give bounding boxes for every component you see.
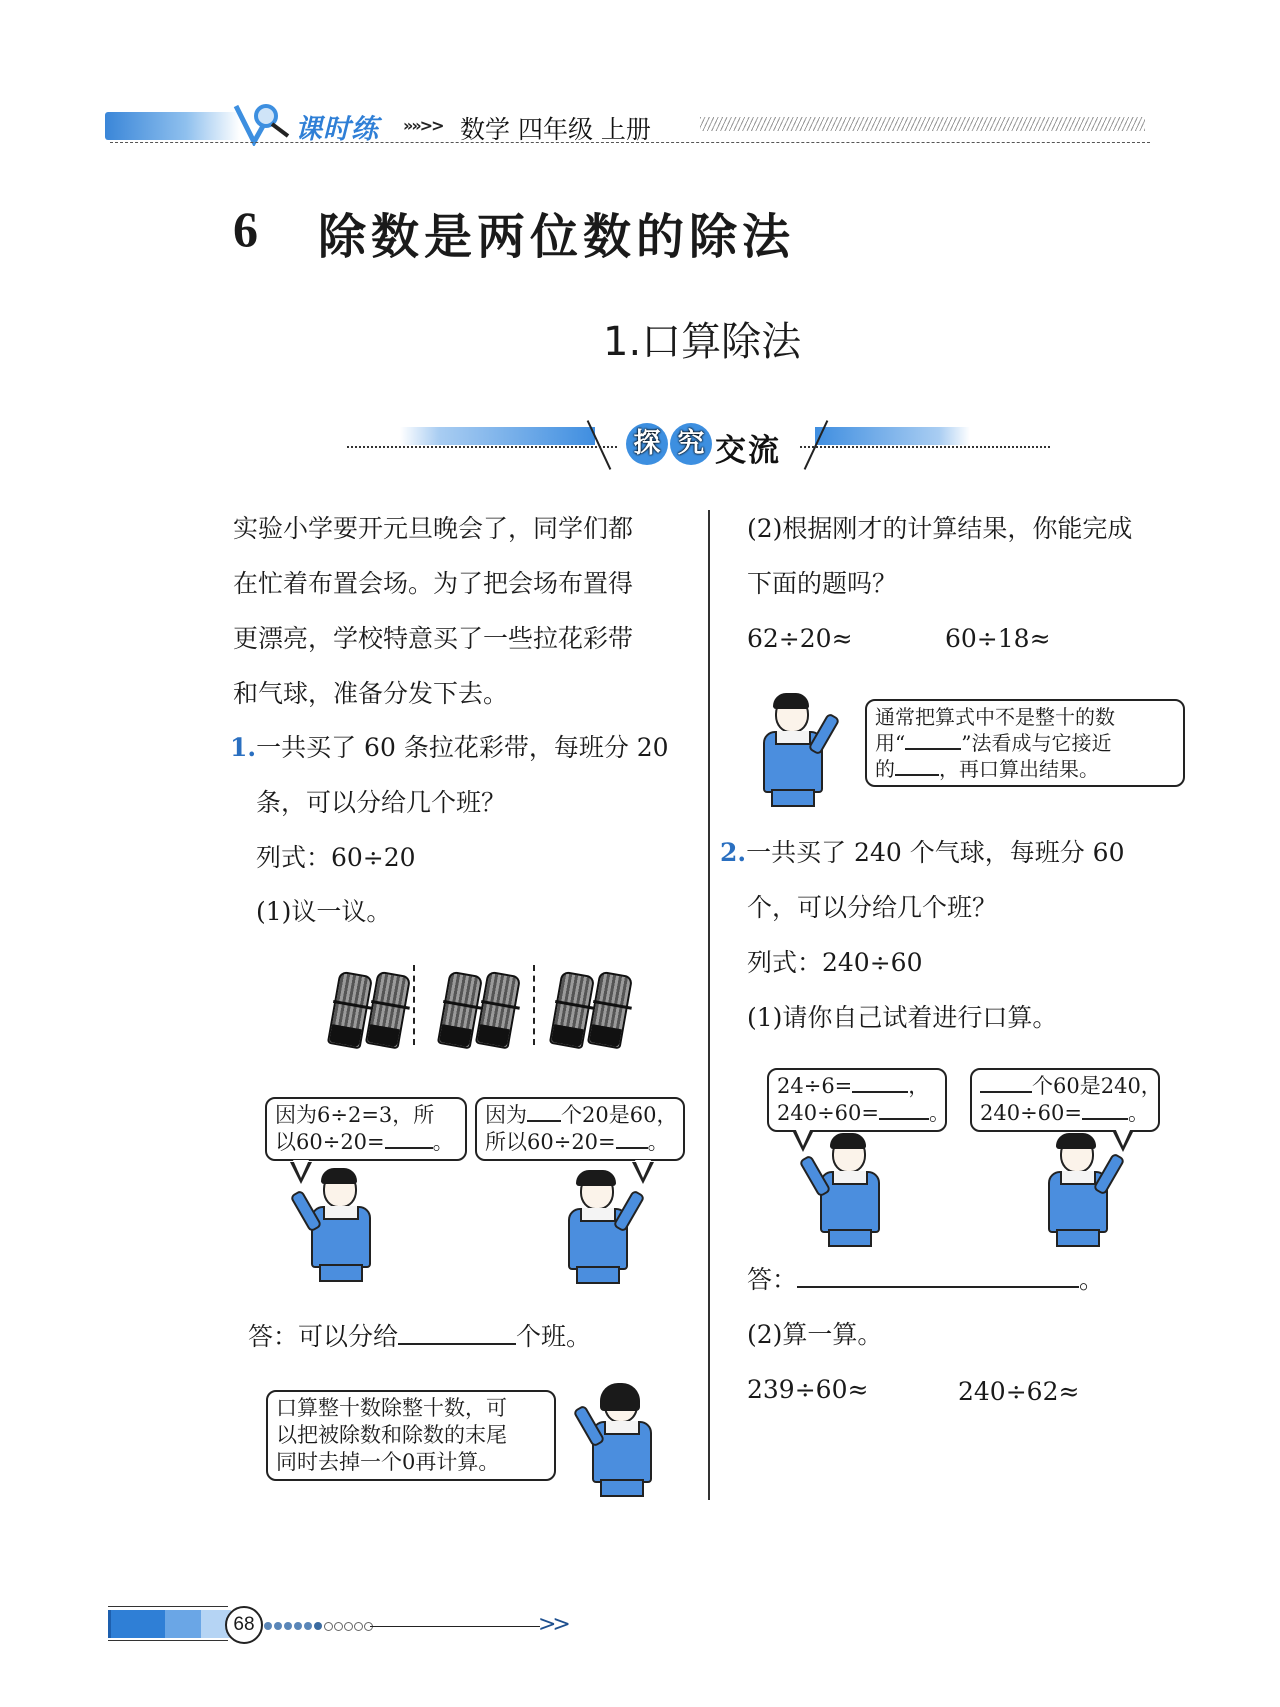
intro-line-4: 和气球，准备分发下去。 (233, 679, 509, 708)
girl-figure (560, 1172, 630, 1282)
answer-blank[interactable] (527, 1102, 561, 1122)
subject-grade-volume: 数学 四年级 上册 (460, 115, 651, 144)
estimate-expression-4: 240÷62≈ (958, 1377, 1080, 1406)
answer-blank[interactable] (398, 1325, 516, 1345)
bubble-line: 用“ ”法看成与它接近 (875, 731, 1112, 755)
boy-figure (303, 1170, 373, 1280)
intro-line-3: 更漂亮，学校特意买了一些拉花彩带 (233, 624, 634, 653)
header-dashed-line (110, 142, 1150, 143)
question-2-line-1 (720, 838, 1124, 868)
answer-blank[interactable] (852, 1073, 908, 1093)
question-2-number: 2. (720, 838, 747, 867)
bubble-line: 个60是240， (980, 1073, 1150, 1100)
question-1-part-2-line-2: 下面的题吗？ (747, 569, 898, 598)
header-hatch-decoration (700, 117, 1145, 131)
banner-blue-bar-right (815, 427, 970, 445)
bubble-line: 所以60÷20= 。 (485, 1130, 669, 1154)
estimate-expression-3: 239÷60≈ (747, 1375, 869, 1404)
bubble-tail (792, 1130, 814, 1152)
header-arrows: »»>> (403, 116, 443, 135)
banner-blue-bar-left (400, 427, 595, 445)
estimate-expression-2: 60÷18≈ (945, 624, 1051, 653)
bubble-line: 240÷60= 。 (777, 1101, 950, 1125)
question-2-formula: 列式：240÷60 (747, 948, 923, 977)
footer-arrow-line (370, 1626, 540, 1627)
footer-dot (304, 1622, 312, 1630)
answer-blank[interactable] (905, 730, 961, 750)
question-1-formula: 列式：60÷20 (256, 843, 416, 872)
bubble-line: 因为6÷2=3，所 (275, 1103, 435, 1127)
bubble-line: 以60÷20= 。 (275, 1130, 454, 1154)
question-1-line-2: 条，可以分给几个班？ (256, 788, 507, 817)
answer-blank[interactable] (385, 1129, 433, 1149)
intro-line-1: 实验小学要开元旦晚会了，同学们都 (233, 514, 634, 543)
question-2-answer: 答： 。 (747, 1265, 1105, 1294)
bubble-tail (1112, 1130, 1134, 1152)
page-number: 68 (225, 1606, 263, 1644)
footer-dot (294, 1622, 302, 1630)
banner-circle-char-1: 探 (626, 423, 668, 465)
column-divider (708, 510, 710, 1500)
girl-figure-tip (584, 1385, 654, 1495)
answer-blank[interactable] (616, 1129, 648, 1149)
footer-line-top (108, 1606, 228, 1607)
answer-blank[interactable] (1082, 1100, 1128, 1120)
lesson-title: 1.口算除法 (603, 319, 802, 365)
bubble-line: 以把被除数和除数的末尾 (276, 1423, 507, 1447)
bubble-line: 通常把算式中不是整十的数 (875, 705, 1115, 729)
group-separator (533, 965, 535, 1045)
answer-blank[interactable] (980, 1073, 1032, 1093)
footer-dot (334, 1622, 343, 1631)
question-1-answer: 答：可以分给 个班。 (248, 1322, 592, 1351)
footer-line-bottom (108, 1640, 228, 1641)
girl-speech-bubble-q1 (475, 1097, 685, 1161)
rounding-tip-bubble (865, 699, 1185, 787)
footer-arrow-icon: >> (538, 1612, 567, 1637)
footer-dot (274, 1622, 282, 1630)
question-2-line-2: 个，可以分给几个班？ (747, 893, 998, 922)
footer-dot (354, 1622, 363, 1631)
ribbon-bundles-illustration (325, 965, 625, 1055)
footer-dot (284, 1622, 292, 1630)
section-banner-title: 交流 (715, 433, 781, 469)
question-1-text: 一共买了 60 条拉花彩带，每班分 20 (256, 733, 669, 762)
brand-name: 课时练 (295, 114, 379, 145)
girl-figure-q2 (1040, 1135, 1110, 1245)
chapter-number: 6 (233, 201, 258, 257)
banner-dotted-line-right (800, 446, 1050, 448)
intro-line-2: 在忙着布置会场。为了把会场布置得 (233, 569, 634, 598)
bubble-line: 240÷60= 。 (980, 1101, 1149, 1125)
bubble-tail (632, 1162, 654, 1184)
footer-color-bar (108, 1610, 231, 1638)
question-1-line-1 (230, 733, 669, 763)
question-1-number: 1. (230, 733, 257, 762)
chapter-title: 除数是两位数的除法 (318, 209, 796, 265)
footer-dot (264, 1622, 272, 1630)
footer-dot (314, 1622, 322, 1630)
answer-blank[interactable] (895, 756, 939, 776)
group-separator (413, 965, 415, 1045)
magnifier-logo-icon (232, 102, 292, 146)
header-color-bar (105, 112, 240, 140)
bubble-line: 24÷6= ， (777, 1074, 930, 1098)
question-1-part-1-label: (1)议一议。 (256, 897, 392, 926)
question-2-text: 一共买了 240 个气球，每班分 60 (746, 838, 1125, 867)
bubble-line: 的 ，再口算出结果。 (875, 757, 1099, 781)
bubble-line: 因为 个20是60， (485, 1103, 678, 1127)
banner-circle-char-2: 究 (670, 423, 712, 465)
bubble-line: 口算整十数除整十数，可 (276, 1396, 507, 1420)
girl-speech-bubble-q2 (970, 1068, 1160, 1132)
boy-figure-q2 (812, 1135, 882, 1245)
footer-dot (324, 1622, 333, 1631)
banner-dotted-line-left (347, 446, 617, 448)
footer-dot (344, 1622, 353, 1631)
estimate-expression-1: 62÷20≈ (747, 624, 853, 653)
bubble-line: 同时去掉一个0再计算。 (276, 1450, 500, 1474)
question-2-part-2-label: (2)算一算。 (747, 1320, 883, 1349)
tip-speech-bubble (266, 1390, 556, 1481)
question-1-part-2-line-1: (2)根据刚才的计算结果，你能完成 (747, 514, 1133, 543)
boy-speech-bubble-q1 (265, 1097, 467, 1161)
boy-figure-estimate (755, 695, 825, 805)
boy-speech-bubble-q2 (767, 1068, 950, 1132)
banner-slash-left (587, 420, 612, 470)
question-2-part-1-label: (1)请你自己试着进行口算。 (747, 1003, 1058, 1032)
answer-blank[interactable] (879, 1100, 929, 1120)
answer-blank[interactable] (797, 1268, 1079, 1288)
